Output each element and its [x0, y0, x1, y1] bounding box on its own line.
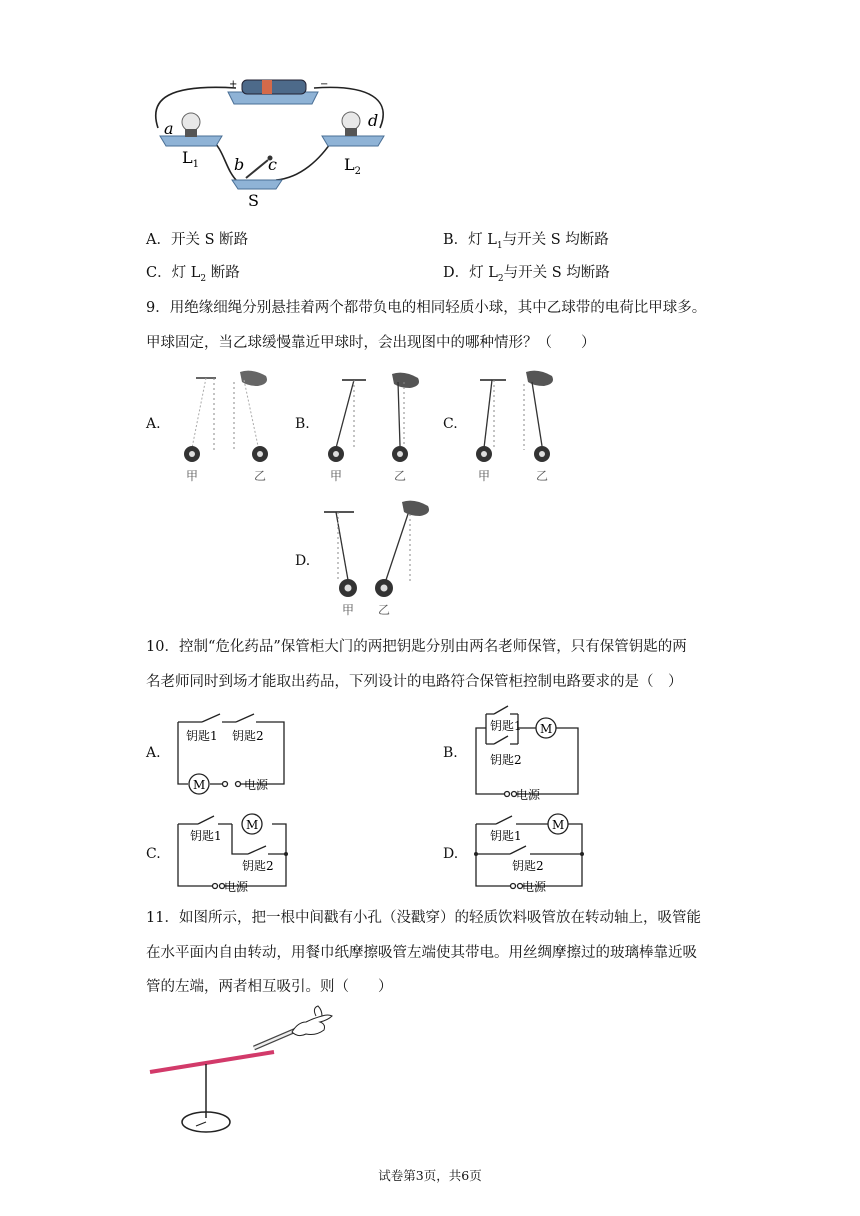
terminal-b-label: b [234, 155, 245, 174]
q8-option-c[interactable] [146, 263, 240, 289]
page-footer: 试卷第3页，共6页 [378, 1168, 482, 1183]
q10-stem-line-2: 名老师同时到场才能取出药品，下列设计的电路符合保管柜控制电路要求的是（ ） [146, 674, 683, 690]
terminal-c-label: c [268, 155, 277, 174]
q9-option-c-figure[interactable] [466, 368, 566, 486]
motor-symbol: M [540, 722, 553, 736]
key2-label: 钥匙2 [512, 859, 544, 873]
motor-symbol: M [193, 778, 206, 792]
q10-option-b-circuit[interactable] [470, 702, 588, 802]
q10-option-d-letter[interactable]: D. [443, 846, 459, 862]
key1-label: 钥匙1 [186, 729, 218, 743]
q9-stem-line-2: 甲球固定，当乙球缓慢靠近甲球时，会出现图中的哪种情形？（ ） [146, 335, 596, 351]
q10-option-b-letter[interactable]: B. [443, 745, 458, 761]
option-letter: A． [146, 232, 171, 248]
q10-option-d-circuit[interactable] [470, 810, 590, 894]
q11-stem-line-3: 管的左端，两者相互吸引。则（ ） [146, 979, 393, 995]
ball-yi-label: 乙 [536, 469, 549, 483]
option-letter: C． [146, 265, 172, 281]
q8-option-b[interactable] [443, 230, 609, 256]
key1-label: 钥匙1 [490, 719, 522, 733]
q10-option-c-circuit[interactable] [172, 810, 292, 894]
q9-option-d-figure[interactable] [318, 498, 436, 620]
ball-jia-label: 甲 [330, 469, 343, 483]
ball-jia-label: 甲 [478, 469, 491, 483]
power-label: 电源 [224, 880, 249, 894]
q9-option-b-figure[interactable] [318, 368, 436, 486]
ball-yi-label: 乙 [394, 469, 407, 483]
q10-option-a-letter[interactable]: A. [146, 745, 161, 761]
q9-option-a-letter[interactable]: A. [146, 416, 161, 432]
q11-straw-figure [140, 1000, 340, 1136]
q9-stem-line-1: 9．用绝缘细绳分别悬挂着两个都带负电的相同轻质小球，其中乙球带的电荷比甲球多。 [146, 300, 707, 316]
key2-label: 钥匙2 [232, 729, 264, 743]
lamp-l2-label: $L_2$ [344, 155, 361, 177]
q10-option-c-letter[interactable]: C. [146, 846, 161, 862]
q9-option-a-figure[interactable] [172, 368, 284, 486]
power-label: 电源 [522, 880, 547, 894]
key2-label: 钥匙2 [490, 753, 522, 767]
option-letter: B． [443, 232, 469, 248]
key1-label: 钥匙1 [490, 829, 522, 843]
q8-option-a[interactable] [146, 230, 248, 250]
battery-minus-label: − [320, 79, 329, 90]
terminal-d-label: d [368, 111, 379, 130]
option-subscript: 2 [497, 273, 504, 284]
option-text: 与开关 S 均断路 [502, 232, 609, 248]
option-text: 灯 L [469, 265, 498, 281]
power-label: 电源 [516, 788, 541, 802]
terminal-a-label: a [164, 119, 174, 138]
q8-option-d[interactable] [443, 263, 610, 289]
q8-circuit-figure [140, 70, 390, 215]
option-text: 灯 L [468, 232, 497, 248]
option-text: 断路 [206, 265, 240, 281]
q11-stem-line-1: 11．如图所示，把一根中间戳有小孔（没戳穿）的轻质饮料吸管放在转动轴上，吸管能 [146, 910, 701, 926]
option-text: 灯 L [171, 265, 201, 281]
option-text: 开关 S 断路 [170, 232, 249, 248]
power-label: 电源 [244, 778, 269, 792]
ball-yi-label: 乙 [254, 469, 267, 483]
option-text: 与开关 S 均断路 [503, 265, 610, 281]
lamp-l1-label: $L_1$ [182, 148, 199, 170]
q9-option-b-letter[interactable]: B. [295, 416, 310, 432]
ball-yi-label: 乙 [378, 603, 391, 617]
key2-label: 钥匙2 [242, 859, 274, 873]
q10-stem-line-1: 10．控制“危化药品”保管柜大门的两把钥匙分别由两名老师保管，只有保管钥匙的两 [146, 639, 687, 655]
motor-symbol: M [246, 818, 259, 832]
option-subscript: 2 [200, 273, 207, 284]
q10-option-a-circuit[interactable] [172, 706, 290, 798]
switch-s-label: S [248, 191, 259, 210]
option-letter: D． [443, 265, 470, 281]
q11-stem-line-2: 在水平面内自由转动，用餐巾纸摩擦吸管左端使其带电。用丝绸摩擦过的玻璃棒靠近吸 [146, 945, 697, 961]
ball-jia-label: 甲 [186, 469, 199, 483]
battery-plus-label: + [229, 79, 238, 90]
option-subscript: 1 [496, 240, 503, 251]
key1-label: 钥匙1 [190, 829, 222, 843]
motor-symbol: M [552, 818, 565, 832]
q9-option-d-letter[interactable]: D. [295, 553, 311, 569]
q9-option-c-letter[interactable]: C. [443, 416, 458, 432]
ball-jia-label: 甲 [342, 603, 355, 617]
